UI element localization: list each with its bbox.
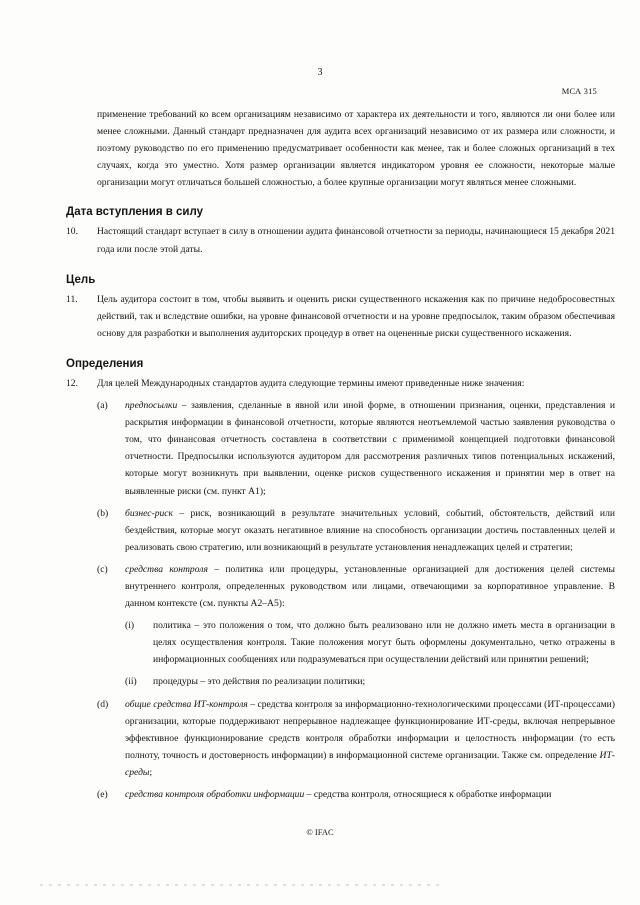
definition-text: – средства контроля, относящиеся к обработке информации: [304, 789, 552, 800]
item-label: (b): [97, 507, 109, 519]
paragraph-text: Цель аудитора состоит в том, чтобы выявить и оценить риски существенного искажения как по причине недобросовестных действий, так и вследствие ошибки, на уровне финансовой отчетности и на уровне предпосылок, таким образом обеспечивая основу для разработки и выполнения аудиторских процедур в ответ на оцененные риски существенного искажения.: [97, 293, 615, 339]
defined-term: средства контроля обработки информации: [125, 789, 305, 800]
paragraph-text: Для целей Международных стандартов аудита следующие термины имеют приведенные ниже значения:: [97, 377, 525, 389]
defined-term: средства контроля: [125, 563, 208, 575]
referenced-term: ИТ-среды: [125, 749, 615, 778]
scan-artifact: [40, 884, 440, 886]
definition-item: [97, 505, 615, 556]
definition-subitem: [125, 673, 615, 690]
defined-term: общие средства ИТ-контроля: [125, 698, 248, 710]
definition-subitem: [125, 617, 615, 668]
definition-item: [97, 397, 615, 500]
page-number: 3: [317, 67, 323, 78]
heading-objective: Цель: [66, 273, 96, 286]
definition-text: – политика или процедуры, установленные организацией для достижения целей системы внутреннего контроля, определенных руководством или лицами, отвечающими за корпоративное управление. В данном контексте (см. пункты A2–A5):: [125, 563, 616, 610]
definition-text-end: ;: [149, 766, 153, 778]
subitem-text: процедуры – это действия по реализации политики;: [153, 676, 366, 688]
paragraph-number: 10.: [66, 226, 78, 238]
definition-text: – заявления, сделанные в явной или иной форме, в отношении признания, оценки, представления и раскрытия информации в финансовой отчетности, которые являются неотъемлемой частью заявления руководства о том, что финансовая отчетность составлена в соответствии с применимой концепцией подготовки финансовой отчетности. Предпосылки используются аудитором для рассмотрения различных типов потенциальных искажений, которые могут возникнуть при выявлении, оценке рисков существенного искажения и принятии мер в ответ на выявленные риски (см. пункт A1);: [125, 400, 615, 497]
subitem-text: политика – это положения о том, что должно быть реализовано или не должно иметь места в организации в целях осуществления контроля. Такие положения могут быть оформлены документально, четко отражены в информационных сообщениях или подразумеваться при осуществлении действий или принятии решений;: [153, 620, 615, 666]
paragraph-12: [66, 375, 615, 392]
definition-item: [97, 696, 615, 781]
definition-item: [97, 561, 615, 612]
paragraph-number: 11.: [66, 293, 78, 305]
paragraph-text: Настоящий стандарт вступает в силу в отношении аудита финансовой отчетности за периоды, начинающиеся 15 декабря 2021 года или после этой даты.: [97, 226, 615, 255]
heading-definitions: Определения: [66, 357, 144, 370]
paragraph-10: [66, 223, 615, 257]
item-label: (c): [97, 563, 108, 575]
definition-text: – риск, возникающий в результате значительных условий, событий, обстоятельств, действий или бездействия, которые могут оказать негативное влияние на способность организации достичь поставленных целей и реализовать свою стратегию, или возникающий в результате установления ненадлежащих целей и стратегии;: [125, 507, 615, 553]
item-label: (d): [97, 698, 109, 710]
heading-effective-date: Дата вступления в силу: [66, 206, 204, 219]
intro-paragraph: применение требований ко всем организациям независимо от характера их деятельности и того, являются ли они более или менее сложными. Данный стандарт предназначен для аудита всех организаций независимо от их размера или сложности, и поэтому руководство по его применению предусматривает особенности как менее, так и более сложных организаций в тех случаях, когда это уместно. Хотя размер организации является индикатором уровня ее сложности, некоторые малые организации могут отличаться большей сложностью, а более крупные организации могут являться менее сложными.: [97, 109, 615, 189]
definition-item: [97, 786, 615, 803]
subitem-label: (ii): [125, 676, 137, 688]
defined-term: бизнес-риск: [125, 507, 174, 519]
paragraph-number: 12.: [66, 377, 78, 389]
subitem-label: (i): [125, 620, 135, 632]
page-body: [66, 106, 615, 803]
paragraph-11: [66, 291, 615, 342]
footer-copyright: © IFAC: [306, 827, 334, 837]
item-label: (e): [97, 789, 108, 800]
definition-text: – средства контроля за информационно-технологическими процессами (ИТ-процессами) организации, которые поддерживают непрерывное надлежащее функционирование ИТ-среды, включая непрерывное эффективное функционирование средств контроля обработки информации и целостность информации (то есть полноту, точность и достоверность информации) в информационной системе организации. Также см. определение: [125, 698, 615, 761]
standard-code: МСА 315: [561, 86, 597, 96]
item-label: (a): [97, 400, 108, 412]
defined-term: предпосылки: [125, 400, 178, 412]
